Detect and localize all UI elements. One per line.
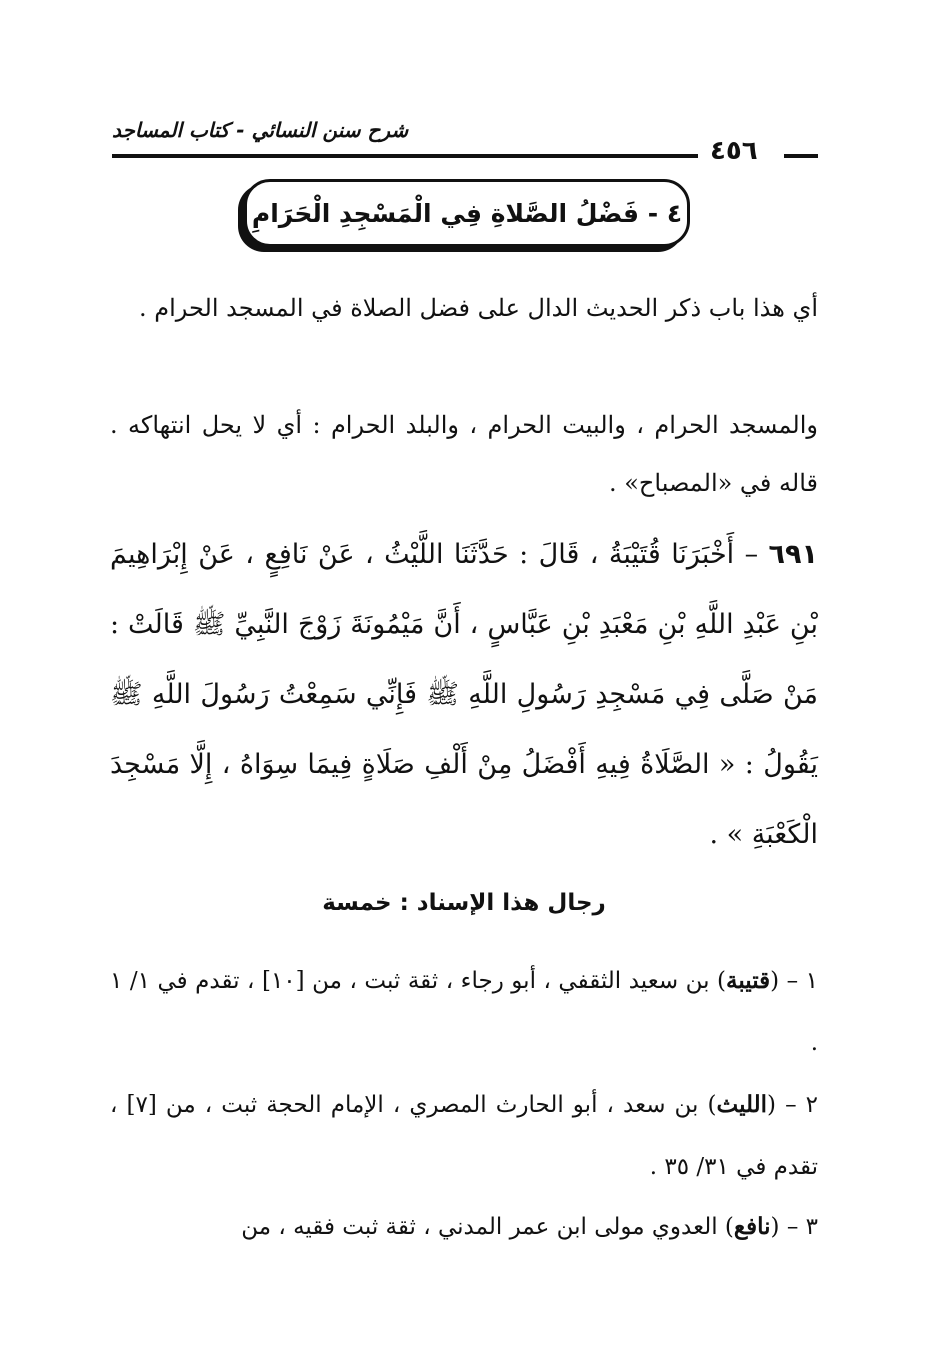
narrator-entry-3 xyxy=(110,1196,818,1258)
page-header xyxy=(112,112,818,172)
narrator-details: ) بن سعيد الثقفي ، أبو رجاء ، ثقة ثبت ، من [١٠] ، تقدم في ١/ ١ . xyxy=(110,968,818,1056)
narrator-prefix: ٣ – ( xyxy=(770,1214,818,1240)
hadith-text xyxy=(110,520,818,870)
narrator-name: نافع xyxy=(733,1213,771,1240)
narrator-name: قتيبة xyxy=(725,967,771,994)
hadith-number: ٦٩١ xyxy=(768,539,818,570)
running-title: شرح سنن النسائي - كتاب المساجد xyxy=(112,118,409,142)
narrator-details: ) العدوي مولى ابن عمر المدني ، ثقة ثبت فقيه ، من xyxy=(241,1214,734,1240)
page-number: ٤٥٦ xyxy=(710,136,758,166)
intro-paragraph-1: أي هذا باب ذكر الحديث الدال على فضل الصلاة في المسجد الحرام . xyxy=(139,294,818,322)
page-number-dash xyxy=(784,154,818,158)
narrator-details: ) بن سعد ، أبو الحارث المصري ، الإمام الحجة ثبت ، من [٧] ، تقدم في ٣١/ ٣٥ . xyxy=(110,1092,818,1180)
narrator-entry-2 xyxy=(110,1074,818,1198)
narrator-prefix: ٢ – ( xyxy=(767,1092,818,1118)
narrator-prefix: ١ – ( xyxy=(770,968,818,994)
header-rule xyxy=(112,154,698,158)
narrator-name: الليث xyxy=(716,1091,768,1118)
hadith-body: – أَخْبَرَنَا قُتَيْبَةُ ، قَالَ : حَدَّثَنَا اللَّيْثُ ، عَنْ نَافِعٍ ، عَنْ إِبْرَاهِيمَ بْنِ عَبْدِ اللَّهِ بْنِ مَعْبَدِ بْنِ عَبَّاسٍ ، أَنَّ مَيْمُونَةَ زَوْجَ النَّبِيِّ ﷺ قَالَتْ : مَنْ صَلَّى فِي مَسْجِدِ رَسُولِ اللَّهِ ﷺ فَإِنِّي سَمِعْتُ رَسُولَ اللَّهِ ﷺ يَقُولُ : « الصَّلَاةُ فِيهِ أَفْضَلُ مِنْ أَلْفِ صَلَاةٍ فِيمَا سِوَاهُ ، إِلَّا مَسْجِدَ الْكَعْبَةِ » . xyxy=(110,539,818,850)
narrators-heading: رجال هذا الإسناد : خمسة xyxy=(322,890,606,916)
narrator-entry-1 xyxy=(110,950,818,1074)
chapter-title-box xyxy=(244,179,690,247)
chapter-title: ٤ - فَضْلُ الصَّلاةِ فِي الْمَسْجِدِ الْحَرَامِ xyxy=(251,198,683,228)
intro-paragraph-2: والمسجد الحرام ، والبيت الحرام ، والبلد الحرام : أي لا يحل انتهاكه . قاله في «المصباح» . xyxy=(110,411,818,497)
